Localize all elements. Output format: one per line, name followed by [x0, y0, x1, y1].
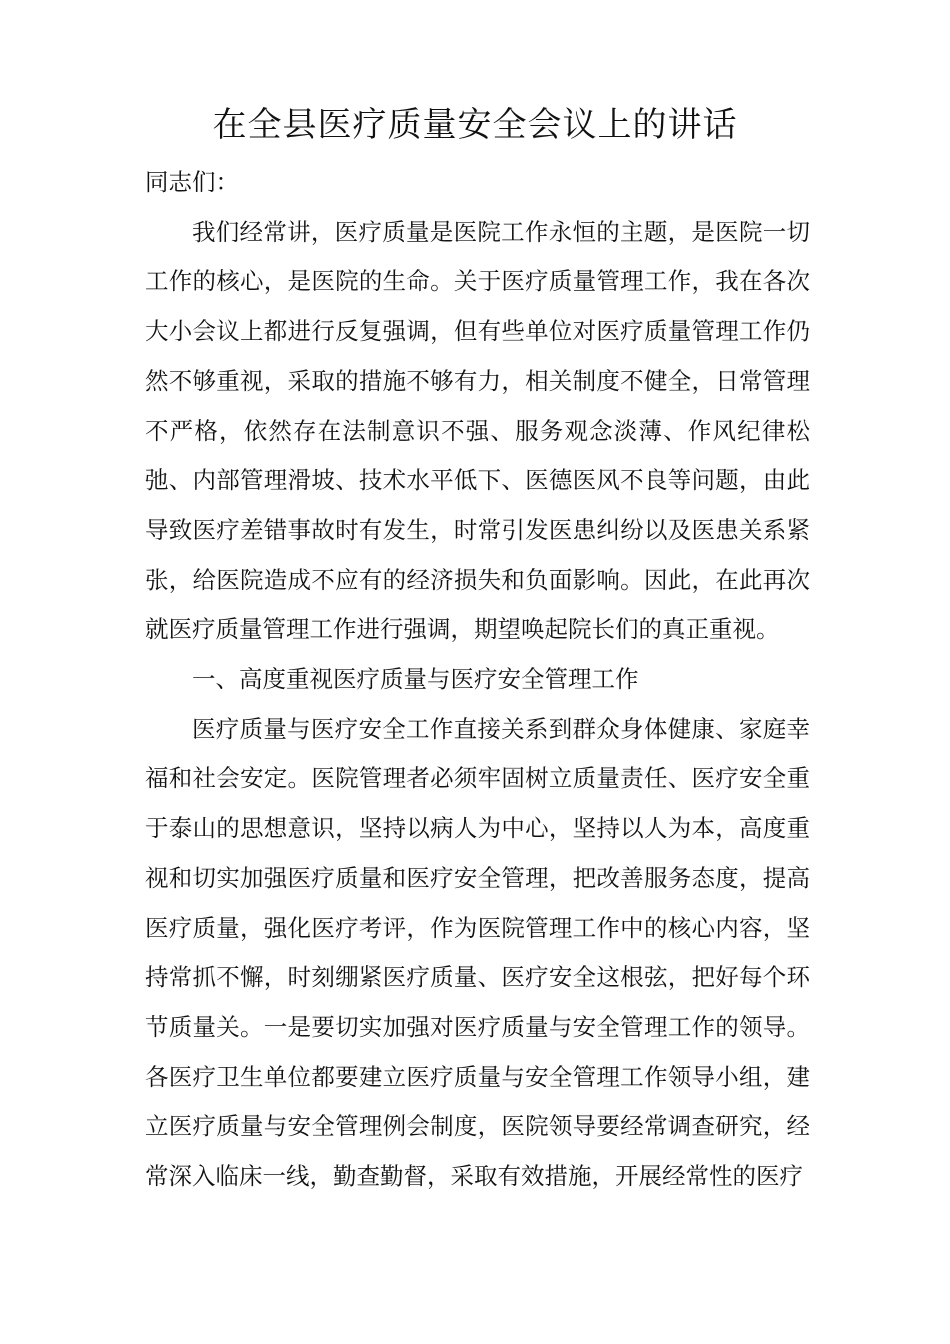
paragraph-section-one: 医疗质量与医疗安全工作直接关系到群众身体健康、家庭幸福和社会安定。医院管理者必须牢固树立质量责任、医疗安全重于泰山的思想意识，坚持以病人为中心，坚持以人为本，高度重视和切实加强医疗质量和医疗安全管理，把改善服务态度，提高医疗质量，强化医疗考评，作为医院管理工作中的核心内容，坚持常抓不懈，时刻绷紧医疗质量、医疗安全这根弦，把好每个环节质量关。一是要切实加强对医疗质量与安全管理工作的领导。各医疗卫生单位都要建立医疗质量与安全管理工作领导小组，建立医疗质量与安全管理例会制度，医院领导要经常调查研究，经常深入临床一线，勤查勤督，采取有效措施，开展经常性的医疗 [145, 714, 810, 1191]
section-heading: 一、高度重视医疗质量与医疗安全管理工作 [192, 665, 639, 694]
document-body [145, 158, 810, 1202]
paragraph-intro: 我们经常讲，医疗质量是医院工作永恒的主题，是医院一切工作的核心，是医院的生命。关于医疗质量管理工作，我在各次大小会议上都进行反复强调，但有些单位对医疗质量管理工作仍然不够重视，采取的措施不够有力，相关制度不健全，日常管理不严格，依然存在法制意识不强、服务观念淡薄、作风纪律松弛、内部管理滑坡、技术水平低下、医德医风不良等问题，由此导致医疗差错事故时有发生，时常引发医患纠纷以及医患关系紧张，给医院造成不应有的经济损失和负面影响。因此，在此再次就医疗质量管理工作进行强调，期望唤起院长们的真正重视。 [145, 217, 810, 644]
document-title: 在全县医疗质量安全会议上的讲话 [212, 105, 738, 145]
salutation: 同志们： [145, 168, 239, 196]
